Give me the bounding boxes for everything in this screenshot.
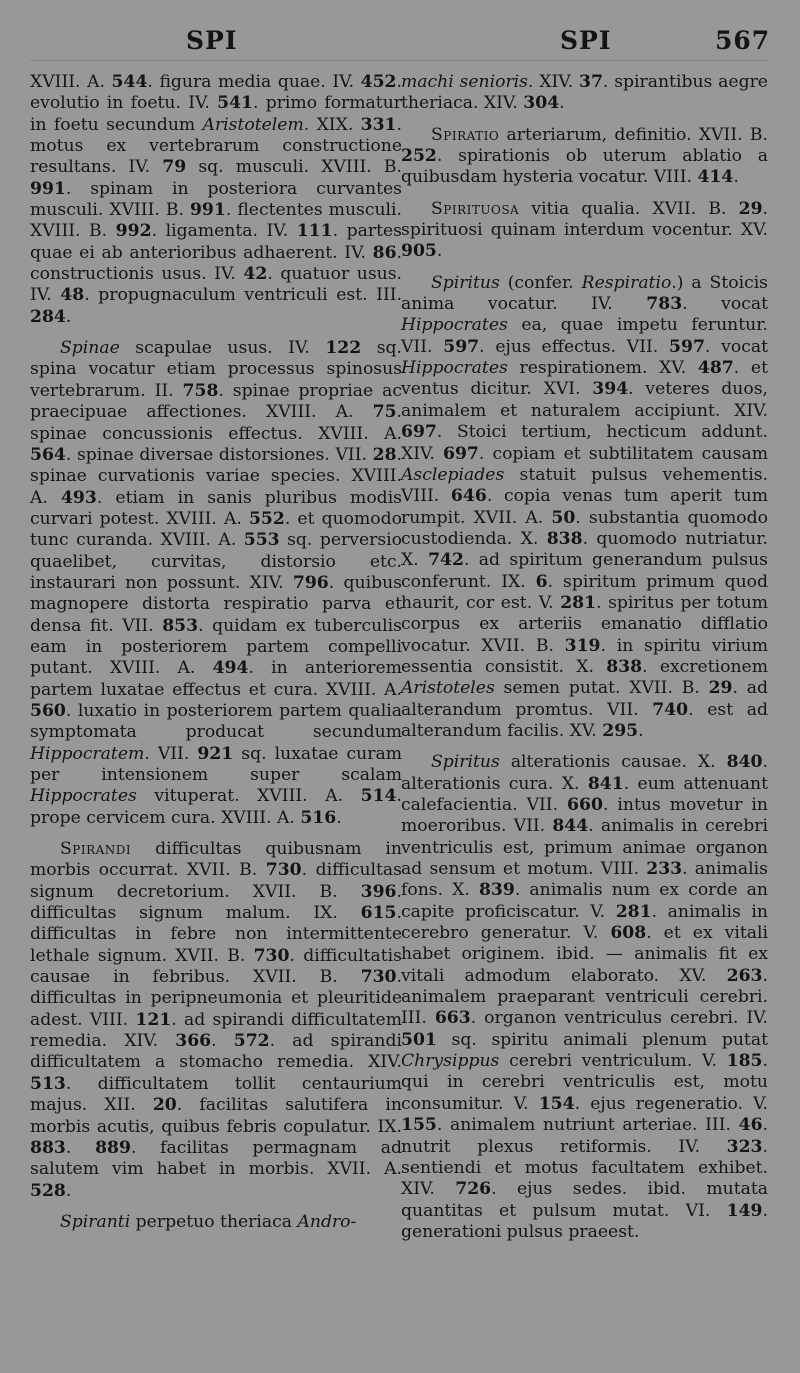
index-entry: machi senioris. XIV. 37. spirantibus aegre theriaca. XIV. 304. xyxy=(401,72,768,114)
index-entry: Spinae scapulae usus. IV. 122 sq. spina vocatur etiam processus spinosus vertebrarum. II. 758. spinae propriae ac praecipuae affectiones. XVIII. A. 75. spinae concussionis effectus. XVIII. A. 564. spinae diversae distorsiones. VII. 28. spinae curvationis variae species. XVIII. A. 493. etiam in sanis pluribus modis curvari potest. XVIII. A. 552. et quomodo tunc curanda. XVIII. A. 553 sq. perversio quaelibet, curvitas, distorsio etc. instaurari non possunt. XIV. 796. quibus magnopere distorta respiratio parva et densa fit. VII. 853. quidam ex tuberculis eam in posteriorem partem compelli putant. XVIII. A. 494. in anteriorem partem luxatae effectus et cura. XVIII. A. 560. luxatio in posteriorem partem qualia symptomata producat secundum Hippocratem. VII. 921 sq. luxatae curam per intensionem super scalam Hippocrates vituperat. XVIII. A. 514. prope cervicem cura. XVIII. A. 516. xyxy=(30,338,403,828)
index-entry: Spiritus (confer. Respiratio.) a Stoicis anima vocatur. IV. 783. vocat Hippocrates ea, quae impetu feruntur. VII. 597. ejus effectus. VII. 597. vocat Hippocrates respirationem. XV. 487. et ventus dicitur. XVI. 394. veteres duos, animalem et naturalem accipiunt. XIV. 697. Stoici tertium, hecticum addunt. XIV. 697. copiam et subtilitatem causam Asclepiades statuit pulsus vehementis. VIII. 646. copia venas tum aperit tum rumpit. XVII. A. 50. substantia quomodo custodienda. X. 838. quomodo nutriatur. X. 742. ad spiritum generandum pulsus conferunt. IX. 6. spiritum primum quod haurit, cor est. V. 281. spiritus per totum corpus ex arteriis emanatio difflatio vocatur. XVII. B. 319. in spiritu virium essentia consistit. X. 838. excretionem Aristoteles semen putat. XVII. B. 29. ad alterandum promtus. VII. 740. est ad alterandum facilis. XV. 295. xyxy=(401,272,769,741)
index-entry: Spiranti perpetuo theriaca Andro- xyxy=(60,1211,357,1232)
header-right-keyword: SPI xyxy=(560,26,612,55)
page-number: 567 xyxy=(715,26,771,55)
index-entry: XVIII. A. 544. figura media quae. IV. 452. evolutio in foetu. IV. 541. primo formatur in foetu secundum Aristotelem. XIX. 331. motus ex vertebrarum constructione resultans. IV. 79 sq. musculi. XVIII. B. 991. spinam in posteriora curvantes musculi. XVIII. B. 991. flectentes musculi. XVIII. B. 992. ligamenta. IV. 111. partes quae ei ab anterioribus adhaerent. IV. 86. constructionis usus. IV. 42. quatuor usus. IV. 48. propugnaculum ventriculi est. III. 284. xyxy=(30,72,403,327)
index-entry: Spiratio arteriarum, definitio. XVII. B. 252. spirationis ob uterum ablatio a quibusdam hysteria vocatur. VIII. 414. xyxy=(401,124,768,188)
right-column xyxy=(401,72,768,1243)
left-column xyxy=(30,72,402,1233)
index-entry: Spirandi difficultas quibusnam in morbis occurrat. XVII. B. 730. difficultas signum decretorium. XVII. B. 396. difficultas signum malum. IX. 615. difficultas in febre non intermittente lethale signum. XVII. B. 730. difficultatis causae in febribus. XVII. B. 730. difficultas in peripneumonia et pleuritide adest. VIII. 121. ad spirandi difficultatem remedia. XIV. 366. 572. ad spirandi difficultatem a stomacho remedia. XIV. 513. difficultatem tollit centaurium majus. XII. 20. facilitas salutifera in morbis acutis, quibus febris copulatur. IX. 883. 889. facilitas permagnam ad salutem vim habet in morbis. XVII. A. 528. xyxy=(30,839,402,1201)
running-header xyxy=(0,26,800,66)
index-entry: Spiritus alterationis causae. X. 840. alterationis cura. X. 841. eum attenuant calefacientia. VII. 660. intus movetur in moeroribus. VII. 844. animalis in cerebri ventriculis est, primum animae organon ad sensum et motum. VIII. 233. animalis fons. X. 839. animalis num ex corde an capite proficiscatur. V. 281. animalis in cerebro generatur. V. 608. et ex vitali habet originem. ibid. — animalis fit ex vitali admodum elaborato. XV. 263. animalem praeparant ventriculi cerebri. III. 663. organon ventriculus cerebri. IV. 501 sq. spiritu animali plenum putat Chrysippus cerebri ventriculum. V. 185. qui in cerebri ventriculis est, motu consumitur. V. 154. ejus regeneratio. V. 155. animalem nutriunt arteriae. III. 46. nutrit plexus retiformis. IV. 323. sentiendi et motus facultatem exhibet. XIV. 726. ejus sedes. ibid. mutata quantitas et pulsum mutat. VI. 149. generationi pulsus praeest. xyxy=(401,752,769,1242)
header-left-keyword: SPI xyxy=(186,26,238,55)
index-entry: Spirituosa vitia qualia. XVII. B. 29. spirituosi quinam interdum vocentur. XV. 905. xyxy=(401,198,768,262)
